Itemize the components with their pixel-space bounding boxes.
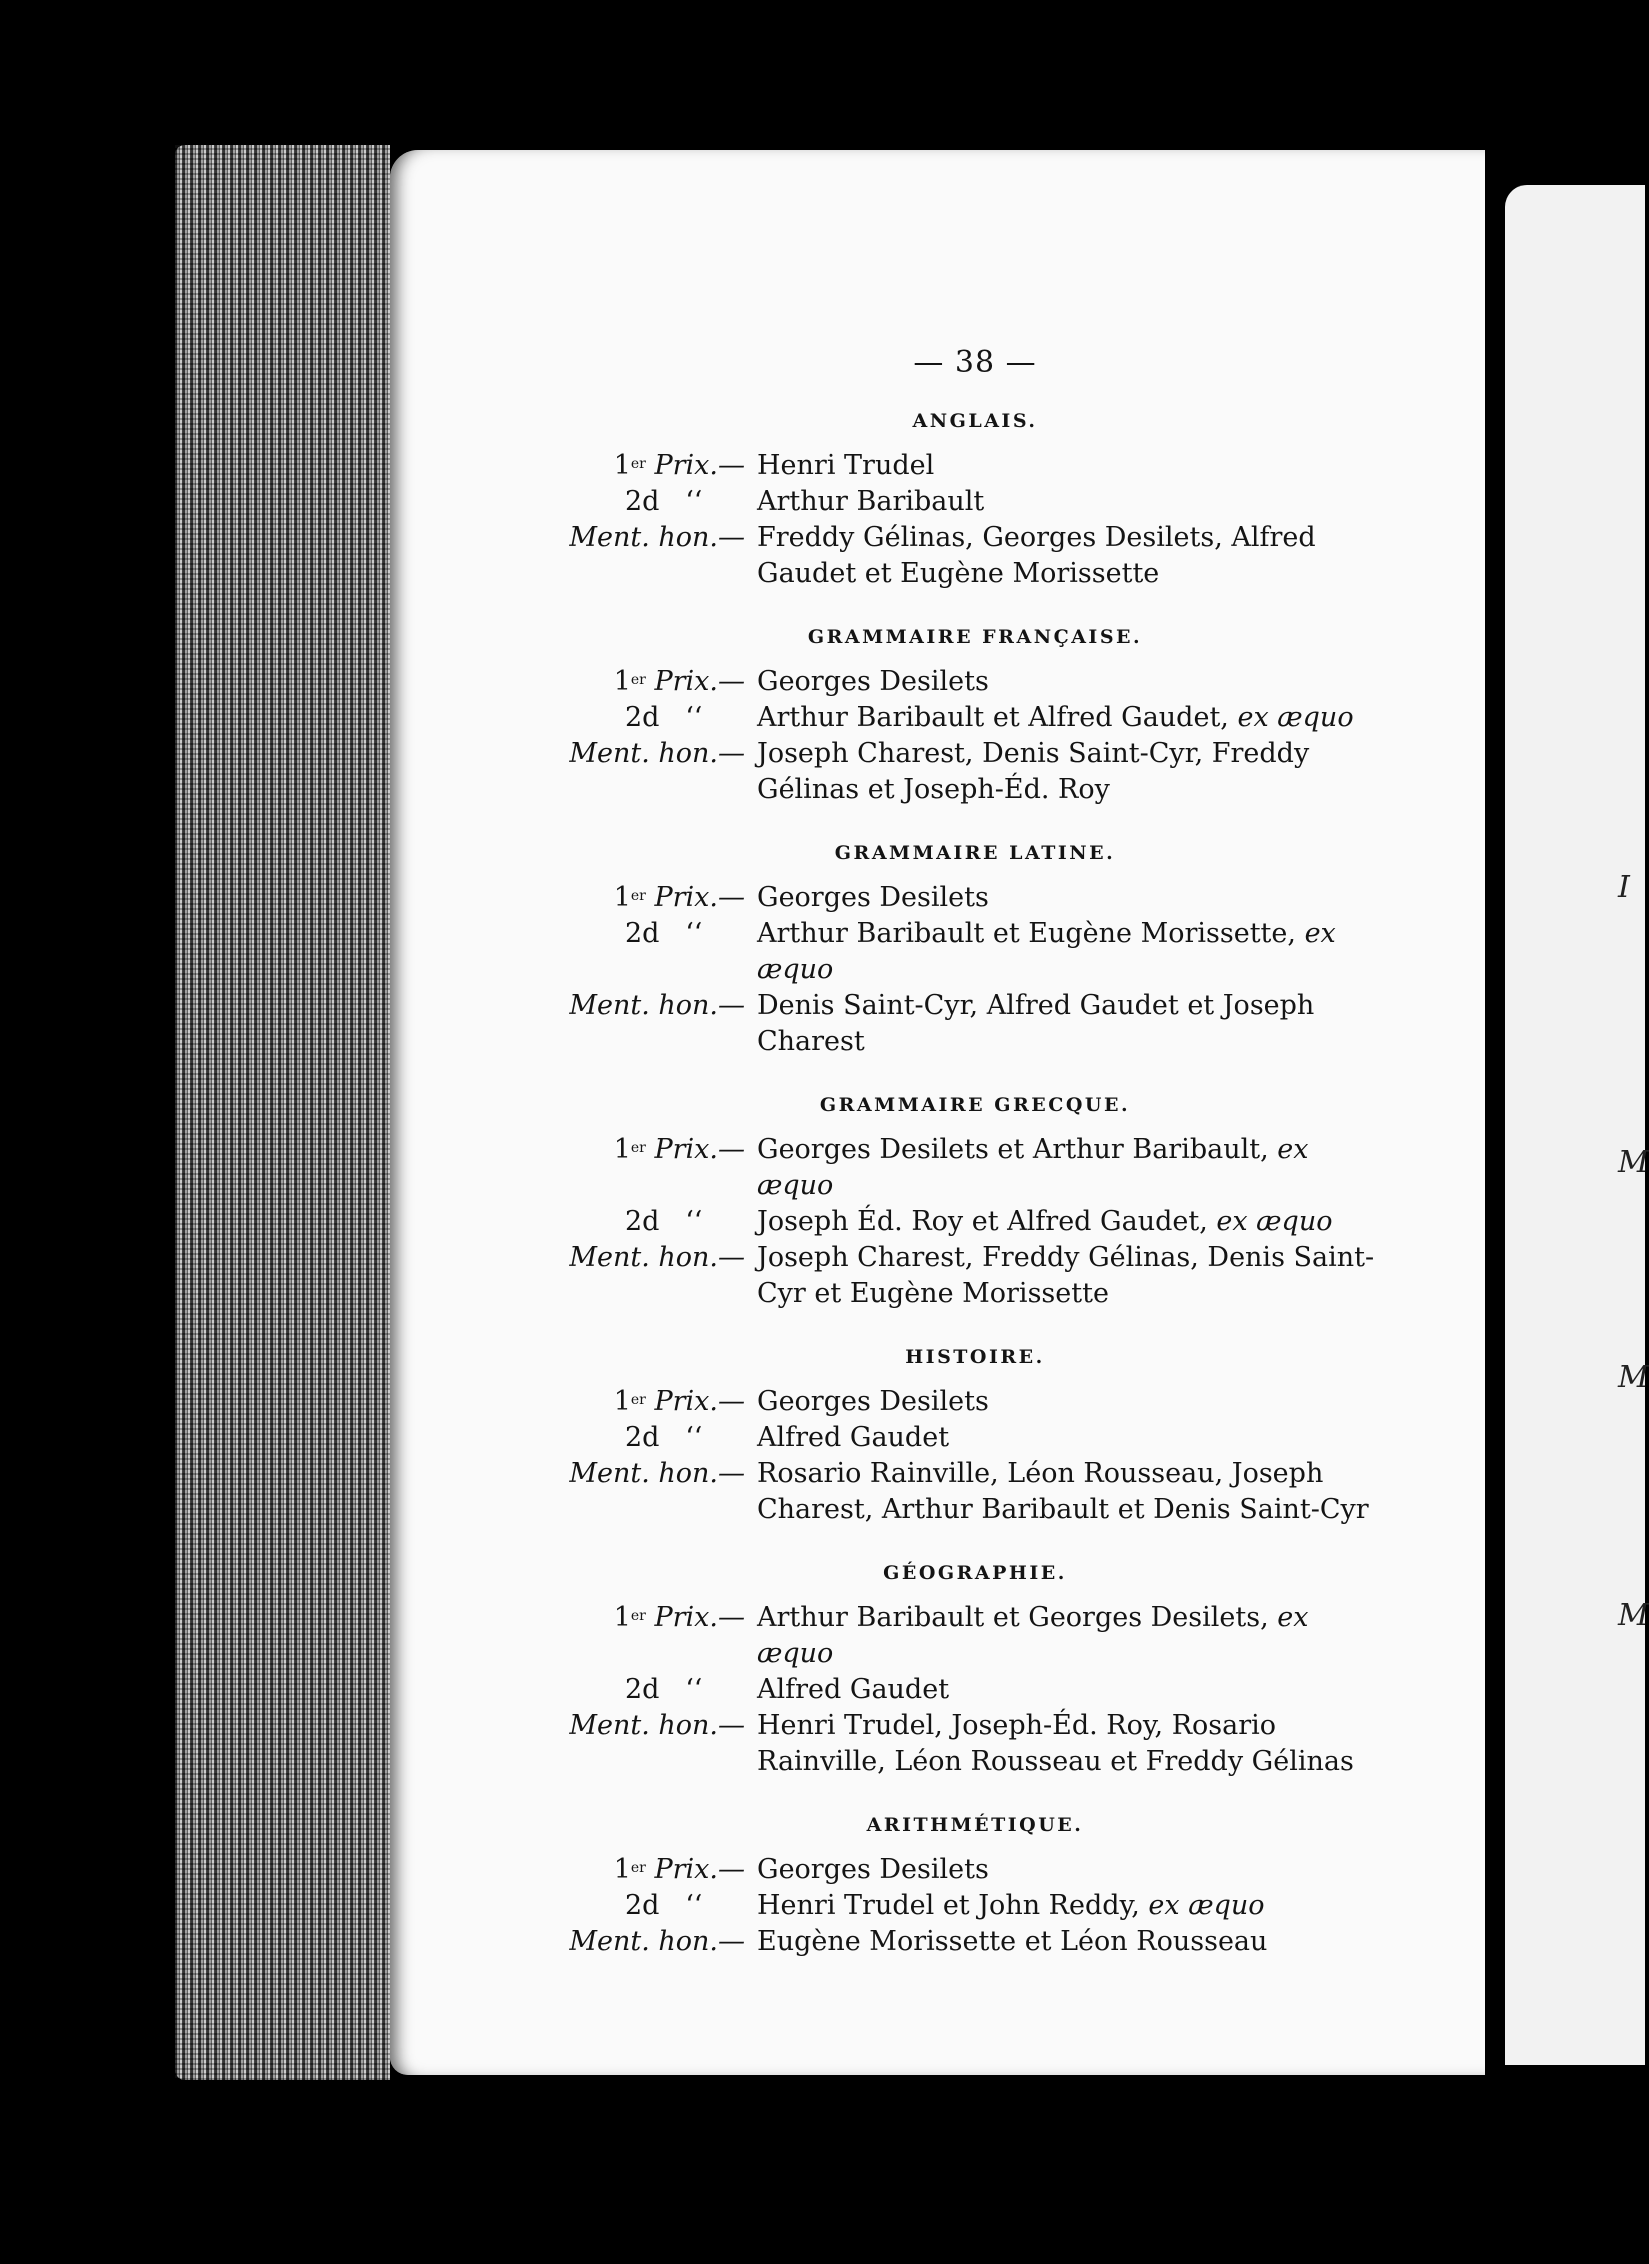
second-prize-winner: Henri Trudel et John Reddy, ex æquo [757,1890,1265,1921]
ordinal-suffix: er [630,1608,646,1624]
facing-page [1505,185,1645,2065]
second-prize-row [565,916,1385,988]
section-heading: ANGLAIS. [912,410,1038,432]
mention-names: Joseph Charest, Denis Saint-Cyr, Freddy Gélinas et Joseph-Éd. Roy [757,738,1310,805]
mention-row [565,1240,1385,1312]
ordinal: 1 [613,1854,631,1885]
mention-label: Ment. hon.— [569,1926,745,1957]
first-prize-winner: Georges Desilets et Arthur Baribault, ex æquo [757,1134,1309,1201]
first-prize-winner: Arthur Baribault et Georges Desilets, ex æquo [757,1602,1309,1669]
second-prize-winner: Alfred Gaudet [757,1422,950,1453]
first-prize-label [565,1600,757,1672]
first-prize-row [565,1600,1385,1672]
ex-aequo-note: ex æquo [1148,1890,1265,1921]
mention-label: Ment. hon.— [569,522,745,553]
second-prize-winner: Joseph Éd. Roy et Alfred Gaudet, ex æquo [757,1206,1333,1237]
facing-page-mark: M [1618,1145,1649,1180]
prize-label: Prix.— [654,450,745,481]
second-prize-row [565,1420,1385,1456]
ex-aequo-note: ex æquo [757,1134,1309,1201]
mention-names: Eugène Morissette et Léon Rousseau [757,1926,1268,1957]
section-heading: GRAMMAIRE LATINE. [834,842,1116,864]
book-page-edges [175,145,390,2080]
ordinal-suffix: er [630,1860,646,1876]
book-gutter [1485,150,1505,2075]
first-prize-label [565,448,757,484]
ordinal: 1 [613,882,631,913]
second-prize-row [565,700,1385,736]
prize-section [565,1562,1385,1780]
mention-names: Denis Saint-Cyr, Alfred Gaudet et Joseph Charest [757,990,1315,1057]
second-prize-winner: Arthur Baribault [757,486,985,517]
first-prize-winner: Henri Trudel [757,450,935,481]
prize-section [565,1346,1385,1528]
ex-aequo-note: ex æquo [1216,1206,1333,1237]
section-heading: GRAMMAIRE FRANÇAISE. [807,626,1143,648]
prize-label: Prix.— [654,1854,745,1885]
prize-label: Prix.— [654,1602,745,1633]
second-prize-label: 2d ‘‘ [625,1206,703,1237]
mention-row [565,1456,1385,1528]
mention-names: Freddy Gélinas, Georges Desilets, Alfred Gaudet et Eugène Morissette [757,522,1316,589]
mention-row [565,988,1385,1060]
prize-section [565,842,1385,1060]
ex-aequo-note: ex æquo [757,1602,1309,1669]
first-prize-row [565,1132,1385,1204]
first-prize-label [565,1852,757,1888]
prize-label: Prix.— [654,1386,745,1417]
first-prize-row [565,448,1385,484]
mention-names: Joseph Charest, Freddy Gélinas, Denis Saint-Cyr et Eugène Morissette [757,1242,1375,1309]
mention-names: Henri Trudel, Joseph-Éd. Roy, Rosario Rainville, Léon Rousseau et Freddy Gélinas [757,1710,1354,1777]
second-prize-label: 2d ‘‘ [625,1674,703,1705]
section-heading: GÉOGRAPHIE. [883,1562,1067,1584]
second-prize-label: 2d ‘‘ [625,486,703,517]
mention-label: Ment. hon.— [569,1710,745,1741]
section-heading: GRAMMAIRE GRECQUE. [819,1094,1131,1116]
prize-section [565,1814,1385,1960]
second-prize-label: 2d ‘‘ [625,1890,703,1921]
first-prize-label [565,1384,757,1420]
ex-aequo-note: ex æquo [757,918,1336,985]
mention-row [565,736,1385,808]
first-prize-row [565,880,1385,916]
second-prize-row [565,484,1385,520]
second-prize-label: 2d ‘‘ [625,702,703,733]
mention-label: Ment. hon.— [569,1458,745,1489]
prize-label: Prix.— [654,666,745,697]
mention-label: Ment. hon.— [569,1242,745,1273]
mention-names: Rosario Rainville, Léon Rousseau, Joseph Charest, Arthur Baribault et Denis Saint-Cyr [757,1458,1369,1525]
ordinal: 1 [613,450,631,481]
ordinal-suffix: er [630,456,646,472]
first-prize-row [565,664,1385,700]
ordinal-suffix: er [630,1392,646,1408]
first-prize-winner: Georges Desilets [757,1854,989,1885]
section-heading: HISTOIRE. [905,1346,1045,1368]
second-prize-row [565,1672,1385,1708]
first-prize-row [565,1852,1385,1888]
second-prize-row [565,1888,1385,1924]
ordinal: 1 [613,666,631,697]
second-prize-winner: Alfred Gaudet [757,1674,950,1705]
ordinal: 1 [613,1134,631,1165]
second-prize-winner: Arthur Baribault et Alfred Gaudet, ex æquo [757,702,1354,733]
first-prize-label [565,880,757,916]
ex-aequo-note: ex æquo [1237,702,1354,733]
first-prize-winner: Georges Desilets [757,882,989,913]
facing-page-mark: M [1618,1598,1649,1633]
page-content [565,345,1385,1994]
second-prize-label: 2d ‘‘ [625,1422,703,1453]
prize-section [565,1094,1385,1312]
mention-row [565,520,1385,592]
second-prize-label: 2d ‘‘ [625,918,703,949]
mention-label: Ment. hon.— [569,990,745,1021]
ordinal-suffix: er [630,1140,646,1156]
prize-section [565,410,1385,592]
mention-row [565,1924,1385,1960]
prize-section [565,626,1385,808]
ordinal-suffix: er [630,888,646,904]
prize-label: Prix.— [654,882,745,913]
ordinal-suffix: er [630,672,646,688]
second-prize-row [565,1204,1385,1240]
mention-row [565,1708,1385,1780]
ordinal: 1 [613,1602,631,1633]
first-prize-label [565,664,757,700]
second-prize-winner: Arthur Baribault et Eugène Morissette, ex æquo [757,918,1336,985]
facing-page-mark: I [1618,870,1630,905]
first-prize-label [565,1132,757,1204]
first-prize-winner: Georges Desilets [757,1386,989,1417]
section-heading: ARITHMÉTIQUE. [866,1814,1084,1836]
facing-page-mark: M [1618,1360,1649,1395]
mention-label: Ment. hon.— [569,738,745,769]
page-number: — 38 — [913,345,1037,380]
first-prize-row [565,1384,1385,1420]
first-prize-winner: Georges Desilets [757,666,989,697]
ordinal: 1 [613,1386,631,1417]
prize-label: Prix.— [654,1134,745,1165]
